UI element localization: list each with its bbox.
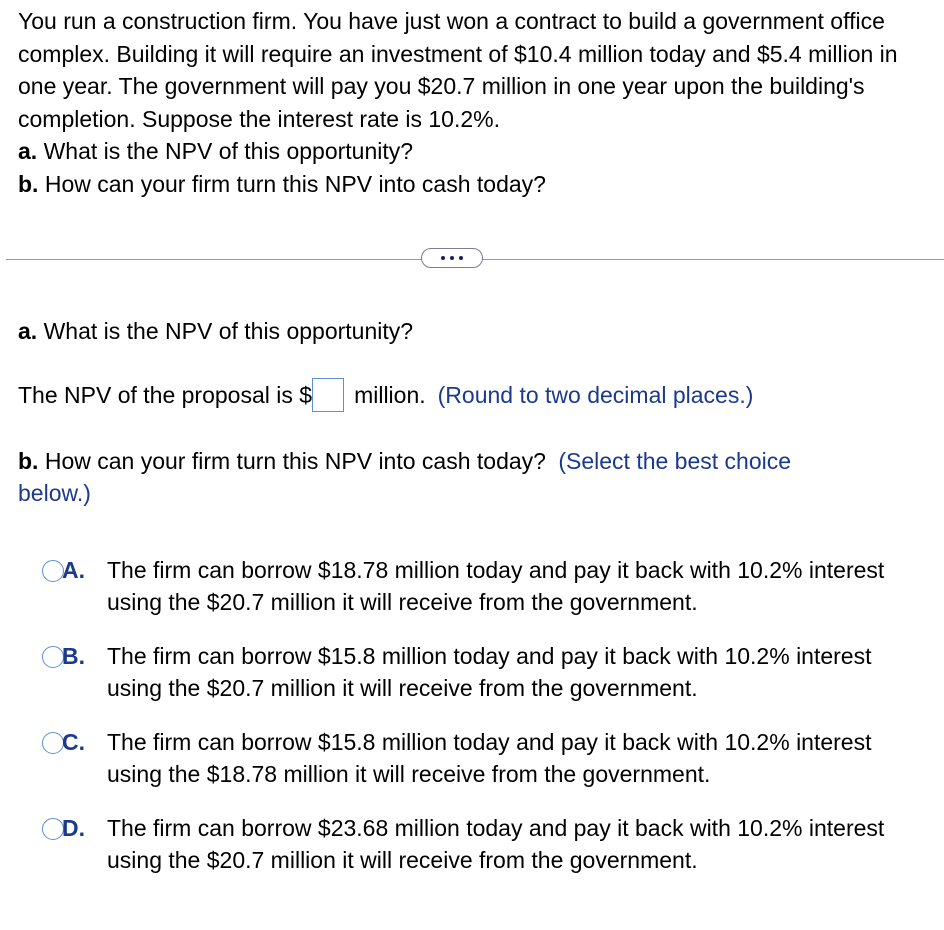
choice-d-text: The firm can borrow $23.68 million today and pay it back with 10.2% interest using the $20.7 million it will receive from the government. (107, 815, 885, 873)
radio-button-b[interactable] (42, 646, 64, 668)
npv-rounding-hint: (Round to two decimal places.) (437, 382, 754, 408)
choice-b-text: The firm can borrow $15.8 million today and pay it back with 10.2% interest using the $20.7 million it will receive from the government. (107, 643, 872, 701)
problem-part-b (18, 168, 938, 201)
answer-choices (18, 554, 938, 898)
part-b-question-text: How can your firm turn this NPV into cash today? (44, 448, 546, 474)
npv-answer-input[interactable] (312, 378, 344, 412)
part-a-question-text: What is the NPV of this opportunity? (43, 318, 414, 344)
part-a-question (18, 315, 413, 347)
problem-part-b-label: b. (18, 170, 39, 197)
part-b-hint: (Select the best choice below.) (18, 448, 792, 506)
more-dots-icon (459, 256, 463, 260)
choice-c[interactable] (18, 726, 938, 812)
choice-d-letter: D. (62, 815, 85, 841)
expand-button[interactable] (421, 248, 483, 268)
problem-statement (18, 5, 938, 200)
choice-c-text: The firm can borrow $15.8 million today and pay it back with 10.2% interest using the $18.78 million it will receive from the government. (107, 729, 872, 787)
problem-part-a-label: a. (18, 138, 38, 164)
part-b-question (18, 445, 838, 509)
problem-part-a (18, 135, 938, 168)
problem-part-b-text: How can your firm turn this NPV into cash today? (44, 170, 546, 197)
choice-a-letter: A. (62, 557, 85, 583)
problem-part-a-text: What is the NPV of this opportunity? (43, 138, 414, 164)
choice-a[interactable] (18, 554, 938, 640)
more-dots-icon (441, 256, 445, 260)
more-dots-icon (450, 256, 454, 260)
npv-answer-line (18, 378, 753, 412)
choice-b[interactable] (18, 640, 938, 726)
npv-suffix: million. (354, 382, 426, 408)
choice-c-letter: C. (62, 729, 85, 755)
npv-prefix: The NPV of the proposal is $ (18, 382, 313, 408)
radio-button-a[interactable] (42, 560, 64, 582)
part-a-label: a. (18, 318, 38, 344)
choice-d[interactable] (18, 812, 938, 898)
choice-b-letter: B. (62, 643, 85, 669)
choice-a-text: The firm can borrow $18.78 million today and pay it back with 10.2% interest using the $20.7 million it will receive from the government. (107, 557, 885, 615)
problem-intro: You run a construction firm. You have just won a contract to build a government office complex. Building it will require an investment of $10.4 million today and $5.4 million in one year. The government will pay you $20.7 million in one year upon the building's completion. Suppose the interest rate is 10.2%. (18, 8, 898, 132)
radio-button-c[interactable] (42, 732, 64, 754)
part-b-label: b. (18, 448, 39, 474)
radio-button-d[interactable] (42, 818, 64, 840)
